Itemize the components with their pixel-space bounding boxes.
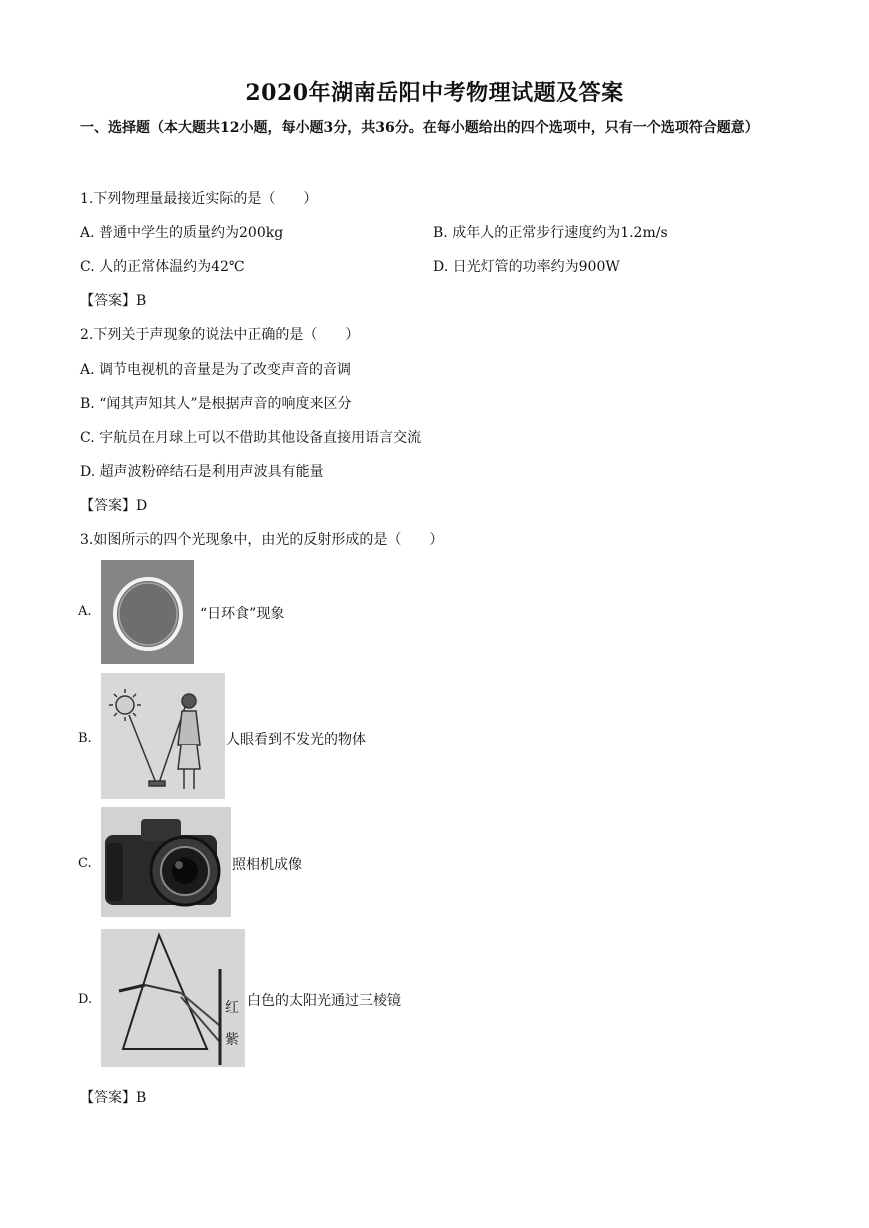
q2-option-c: C. 宇航员在月球上可以不借助其他设备直接用语言交流 (80, 430, 422, 446)
q2-answer: 【答案】D (80, 498, 148, 514)
q3-option-b-caption: 人眼看到不发光的物体 (226, 732, 366, 748)
q1-option-d: D. 日光灯管的功率约为900W (433, 259, 620, 275)
q3-option-b-letter: B. (78, 731, 92, 746)
q2-stem: 2.下列关于声现象的说法中正确的是（ ） (80, 327, 360, 343)
q3-option-d-caption: 白色的太阳光通过三棱镜 (247, 993, 401, 1009)
q1-option-b: B. 成年人的正常步行速度约为1.2m/s (433, 225, 668, 241)
q3-answer: 【答案】B (80, 1090, 147, 1106)
q3-option-c-letter: C. (78, 856, 92, 871)
q1-option-c: C. 人的正常体温约为42℃ (80, 259, 245, 275)
q1-answer: 【答案】B (80, 293, 147, 309)
eclipse-image (101, 560, 194, 664)
q3-option-a-caption: “日环食”现象 (200, 606, 285, 622)
section-heading: 一、选择题（本大题共12小题，每小题3分，共36分。在每小题给出的四个选项中，只有一个选项符合题意） (80, 120, 759, 136)
q2-option-d: D. 超声波粉碎结石是利用声波具有能量 (80, 464, 324, 480)
q2-option-a: A. 调节电视机的音量是为了改变声音的音调 (80, 362, 352, 378)
q3-option-d-letter: D. (78, 992, 93, 1007)
camera-image (101, 807, 231, 917)
q1-option-a: A. 普通中学生的质量约为200kg (80, 225, 284, 241)
q3-option-a-letter: A. (78, 604, 92, 619)
prism-label-violet: 紫 (225, 1032, 239, 1048)
q2-option-b: B. “闻其声知其人”是根据声音的响度来区分 (80, 396, 352, 412)
prism-image (101, 929, 245, 1067)
q3-stem: 3.如图所示的四个光现象中，由光的反射形成的是（ ） (80, 532, 444, 548)
reflection-image (101, 673, 225, 799)
q1-stem: 1.下列物理量最接近实际的是（ ） (80, 191, 318, 207)
q3-option-c-caption: 照相机成像 (232, 857, 302, 873)
prism-label-red: 红 (225, 1000, 239, 1016)
page-title: 2020年湖南岳阳中考物理试题及答案 (245, 80, 624, 106)
